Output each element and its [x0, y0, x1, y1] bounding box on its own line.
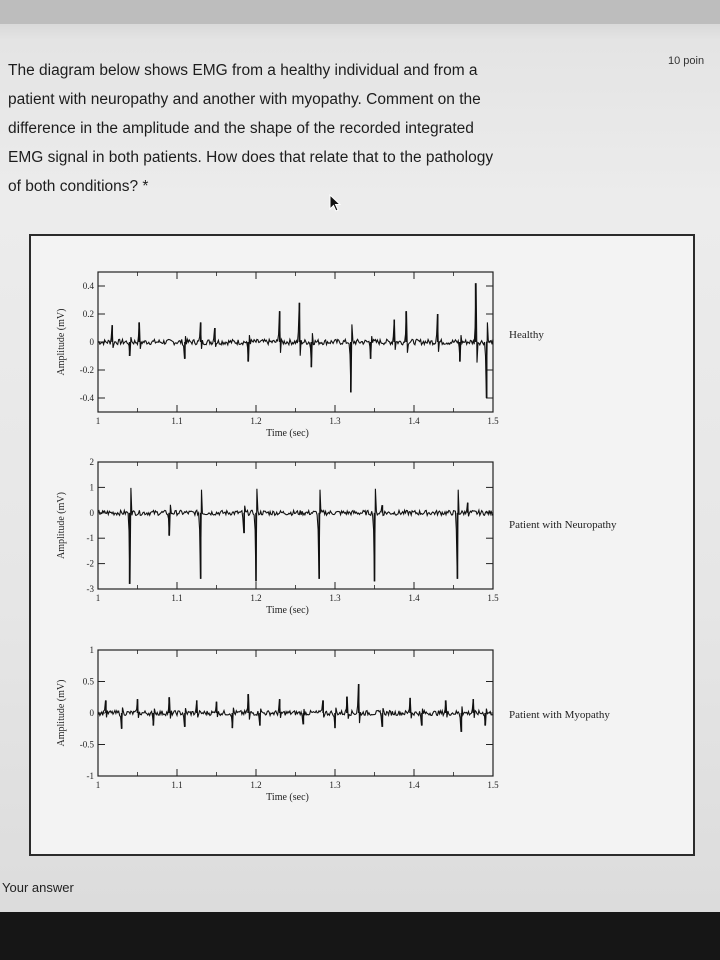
- x-tick-label: 1.5: [487, 416, 499, 426]
- emg-trace: [98, 488, 493, 584]
- x-tick-label: 1.5: [487, 780, 499, 790]
- x-tick-label: 1.1: [171, 780, 183, 790]
- y-tick-label: 2: [89, 457, 94, 467]
- y-tick-label: -1: [86, 533, 94, 544]
- y-tick-label: 1: [89, 645, 94, 655]
- mouse-cursor-icon: [329, 194, 343, 214]
- x-tick-label: 1.3: [329, 593, 341, 603]
- y-axis-title: Amplitude (mV): [56, 308, 67, 376]
- y-tick-label: -0.2: [79, 365, 94, 375]
- question-line: of both conditions? *: [8, 178, 149, 195]
- y-axis-title: Amplitude (mV): [56, 492, 67, 559]
- question-line: patient with neuropathy and another with myopathy. Comment on the: [8, 91, 481, 108]
- x-tick-label: 1: [95, 780, 101, 790]
- x-tick-label: 1.4: [408, 416, 420, 426]
- x-tick-label: 1.3: [329, 780, 341, 790]
- y-axis-title: Amplitude (mV): [56, 679, 67, 747]
- question-text: [8, 56, 648, 201]
- trace-label: Patient with Neuropathy: [509, 519, 617, 531]
- x-tick-label: 1: [95, 416, 101, 426]
- y-tick-label: 0: [89, 337, 94, 347]
- top-strip: [0, 0, 720, 24]
- y-tick-label: 0.4: [82, 281, 94, 291]
- y-tick-label: 0.2: [82, 309, 94, 319]
- y-tick-label: 0: [89, 507, 94, 518]
- bottom-bar: [0, 912, 720, 960]
- trace-label: Patient with Myopathy: [509, 709, 610, 721]
- x-tick-label: 1.1: [171, 416, 183, 426]
- x-tick-label: 1.2: [250, 593, 262, 603]
- y-tick-label: -3: [86, 584, 94, 594]
- y-tick-label: -0.5: [79, 739, 94, 750]
- emg-plots: [31, 236, 693, 854]
- x-tick-label: 1.4: [408, 593, 420, 603]
- x-tick-label: 1: [95, 593, 101, 603]
- x-tick-label: 1.2: [250, 780, 262, 790]
- question-line: difference in the amplitude and the shape of the recorded integrated: [8, 120, 474, 137]
- emg-trace: [98, 283, 493, 398]
- y-tick-label: -1: [86, 771, 94, 781]
- emg-trace: [98, 684, 493, 732]
- emg-figure: [29, 234, 695, 856]
- answer-label: Your answer: [2, 880, 74, 895]
- y-tick-label: 1: [89, 482, 94, 493]
- x-tick-label: 1.5: [487, 593, 499, 603]
- x-tick-label: 1.1: [171, 593, 183, 603]
- x-axis-title: Time (sec): [266, 428, 309, 439]
- x-tick-label: 1.4: [408, 780, 420, 790]
- points-label: 10 poin: [668, 55, 705, 67]
- y-tick-label: -2: [86, 558, 94, 569]
- x-axis-title: Time (sec): [266, 605, 309, 616]
- y-tick-label: -0.4: [79, 393, 94, 403]
- question-line: EMG signal in both patients. How does that relate that to the pathology: [8, 149, 494, 166]
- x-tick-label: 1.2: [250, 416, 262, 426]
- x-tick-label: 1.3: [329, 416, 341, 426]
- y-tick-label: 0: [89, 708, 94, 718]
- x-axis-title: Time (sec): [266, 792, 309, 803]
- trace-label: Healthy: [509, 329, 544, 341]
- question-line: The diagram below shows EMG from a healthy individual and from a: [8, 62, 478, 79]
- plot-frame: [98, 462, 493, 589]
- y-tick-label: 0.5: [82, 676, 94, 687]
